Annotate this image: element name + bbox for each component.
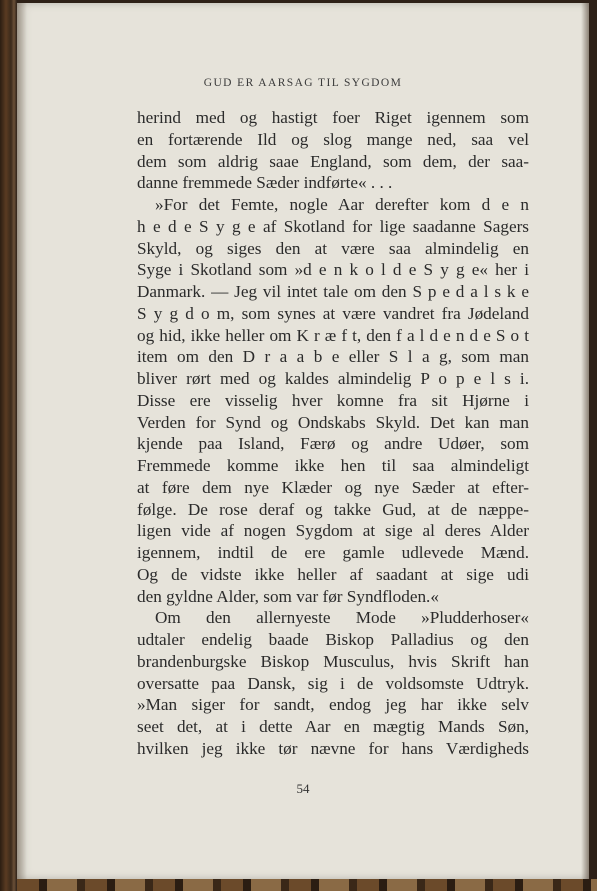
- text-line: »For det Femte, nogle Aar derefter kom d e n: [155, 195, 529, 214]
- text-line: bliver rørt med og kaldes almindelig P o p e l s i.: [137, 369, 529, 388]
- text-line: at føre dem nye Klæder og nye Sæder at efter-: [137, 477, 529, 497]
- book-bottom-edge: [17, 879, 597, 891]
- text-line: udtaler endelig baade Biskop Palladius og den: [137, 630, 529, 649]
- text-line: Skyld, og siges den at være saa almindelig en: [137, 238, 529, 258]
- text-line: dem som aldrig saae England, som dem, der saa-: [137, 151, 529, 171]
- text-line: Disse ere visselig hver komne fra sit Hjørne i: [137, 390, 529, 410]
- text-line: S y g d o m, som synes at være vandret fra Jødeland: [137, 303, 529, 323]
- text-line: og hid, ikke heller om K r æ f t, den f a l d e n d e S o t: [137, 325, 529, 345]
- text-line: item om den D r a a b e eller S l a g, som man: [137, 347, 529, 367]
- page-number: 54: [296, 781, 310, 796]
- text-line: danne fremmede Sæder indførte« . . .: [137, 173, 393, 193]
- text-line: oversatte paa Dansk, sig i de voldsomste Udtryk.: [137, 673, 529, 693]
- text-line: Danmark. — Jeg vil intet tale om den S p e d a l s k e: [137, 282, 529, 301]
- text-line: følge. De rose deraf og takke Gud, at de næppe-: [137, 499, 529, 519]
- text-line: Verden for Synd og Ondskabs Skyld. Det kan man: [137, 412, 529, 432]
- text-line: en fortærende Ild og slog mange ned, saa vel: [137, 129, 529, 149]
- text-line: den gyldne Alder, som var før Syndfloden.«: [137, 586, 439, 606]
- running-head: GUD ER AARSAG TIL SYGDOM: [203, 77, 403, 89]
- text-line: hvilken jeg ikke tør nævne for hans Værdigheds: [137, 738, 529, 758]
- text-line: h e d e S y g e af Skotland for lige saadanne Sagers: [137, 216, 529, 236]
- text-line: »Man siger for sandt, endog jeg har ikke selv: [137, 695, 529, 715]
- book-page: [17, 3, 589, 879]
- text-line: igennem, indtil de ere gamle udlevede Mænd.: [137, 543, 529, 562]
- text-line: Og de vidste ikke heller af saadant at sige udi: [137, 564, 529, 584]
- body-text: [137, 107, 529, 760]
- page-spine-shadow: [17, 3, 27, 879]
- text-line: Om den allernyeste Mode »Pludderhoser«: [155, 608, 529, 628]
- text-line: Syge i Skotland som »d e n k o l d e S y g e« her i: [137, 260, 529, 280]
- text-line: seet det, at i dette Aar en mægtig Mands Søn,: [137, 717, 529, 736]
- text-line: brandenburgske Biskop Musculus, hvis Skrift han: [137, 651, 529, 671]
- text-line: kjende paa Island, Færø og andre Udøer, som: [137, 434, 529, 454]
- text-line: ligen vide af nogen Sygdom at sige al deres Alder: [137, 521, 529, 541]
- text-line: herind med og hastigt foer Riget igennem som: [137, 108, 529, 127]
- page-edge-shadow: [581, 3, 589, 879]
- text-line: Fremmede komme ikke hen til saa almindeligt: [137, 456, 529, 475]
